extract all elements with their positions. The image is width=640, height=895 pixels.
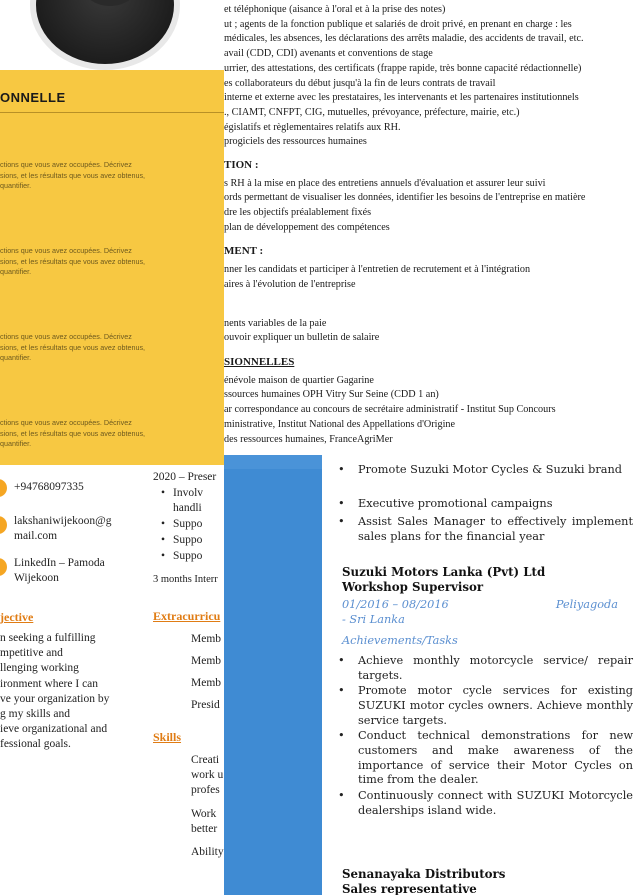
- activity-item: Memb: [191, 633, 222, 645]
- objective-line: ironment where I can: [0, 677, 99, 690]
- internship-line: 3 months Interr: [153, 574, 218, 585]
- fr-line: et téléphonique (aisance à l'oral et à la prise des notes): [224, 4, 446, 15]
- objective-line: fessional goals.: [0, 738, 71, 751]
- fr-line: aires à l'évolution de l'entreprise: [224, 278, 356, 290]
- fr-line: ords permettant de visualiser les données, identifier les besoins de l'entreprise en matière: [224, 192, 586, 204]
- skill-line: work u: [191, 769, 224, 781]
- objective-line: ve your organization by: [0, 692, 110, 705]
- date-line: 2020 – Preser: [153, 471, 217, 483]
- fr-line: progiciels des ressources humaines: [224, 136, 367, 148]
- phone-icon: [0, 479, 7, 497]
- blue-sidebar: [224, 455, 322, 895]
- objective-line: ieve organizational and: [0, 723, 108, 736]
- blue-tab: [224, 455, 322, 469]
- extracurricular-heading: Extracurricu: [153, 609, 221, 623]
- skill-line: Creati: [191, 754, 220, 766]
- company-name: Senanayaka Distributors: [342, 867, 506, 881]
- bullet-text: Assist Sales Manager to effectively implement sales plans for the financial year: [358, 515, 633, 543]
- skill-line: Ability: [191, 846, 224, 858]
- experience-panel: [0, 70, 224, 465]
- skills-heading: Skills: [153, 730, 182, 744]
- placeholder-line: ctions que vous avez occupées. Décrivez: [0, 160, 132, 169]
- fr-line: ., CIAMT, CNFPT, CIG, mutuelles, prévoyance, préfecture, mairie, etc.): [224, 106, 520, 118]
- fr-line: ut ; agents de la fonction publique et salariés de droit privé, en prenant en charge : les: [224, 18, 572, 30]
- objective-heading: jective: [0, 610, 34, 624]
- fr-line: s RH à la mise en place des entretiens annuels d'évaluation et assurer leur suivi: [224, 177, 546, 189]
- fr-line: plan de développement des compétences: [224, 221, 390, 233]
- bullet-text: Promote Suzuki Motor Cycles & Suzuki brand: [358, 463, 622, 476]
- fr-line: ssources humaines OPH Vitry Sur Seine (CDD 1 an): [224, 389, 439, 401]
- fr-line: interne et externe avec les prestataires, les intervenants et les partenaires institutionnels: [224, 92, 579, 104]
- job-dates: 01/2016 – 08/2016: [342, 598, 449, 611]
- fr-line: ouvoir expliquer un bulletin de salaire: [224, 332, 380, 344]
- placeholder-text: [0, 332, 145, 364]
- job-role: Sales representative: [342, 882, 477, 895]
- bullet-text: Continuously connect with SUZUKI Motorcycle dealerships island wide.: [358, 789, 633, 817]
- objective-line: llenging working: [0, 662, 79, 675]
- placeholder-line: sions, et les résultats que vous avez obtenus,: [0, 170, 146, 180]
- linkedin-line: Wijekoon: [14, 572, 59, 584]
- bullet-item: • Suppo: [160, 534, 203, 546]
- fr-line: nner les candidats et participer à l'entretien de recrutement et à l'intégration: [224, 264, 531, 276]
- fr-line: des ressources humaines, FranceAgriMer: [224, 433, 393, 445]
- skill-line: profes: [191, 784, 220, 796]
- objective-line: n seeking a fulfilling: [0, 632, 96, 644]
- linkedin-link[interactable]: [14, 556, 105, 586]
- fr-heading: MENT :: [224, 244, 264, 257]
- email-line: mail.com: [14, 530, 58, 542]
- placeholder-text: [0, 246, 145, 278]
- fr-line: égislatifs et règlementaires relatifs aux RH.: [224, 121, 401, 133]
- activity-item: Memb: [191, 655, 222, 667]
- bullet-text: Promote motor cycle services for existing SUZUKI motor cycles owners. Achieve monthly service targets.: [358, 684, 633, 727]
- photo-silhouette: [80, 0, 140, 6]
- placeholder-line: quantifier.: [0, 353, 32, 362]
- fr-line: avail (CDD, CDI) avenants et conventions de stage: [224, 48, 433, 60]
- placeholder-line: quantifier.: [0, 181, 32, 190]
- placeholder-line: sions, et les résultats que vous avez obtenus,: [0, 342, 146, 352]
- bullet-text: Suppo: [173, 550, 203, 562]
- fr-line: es collaborateurs du début jusqu'à la fin de leurs contrats de travail: [224, 77, 496, 89]
- divider: [0, 112, 224, 113]
- objective-line: mpetitive and: [0, 647, 63, 660]
- placeholder-line: ctions que vous avez occupées. Décrivez: [0, 332, 132, 341]
- placeholder-text: [0, 160, 145, 192]
- objective-line: g my skills and: [0, 708, 70, 721]
- skill-line: Work: [191, 808, 217, 820]
- activity-item: Memb: [191, 677, 222, 689]
- fr-line: ar correspondance au concours de secrétaire administratif - Institut Sup Concours: [224, 404, 556, 416]
- french-cv-text: [224, 3, 640, 447]
- achievements-label: Achievements/Tasks: [342, 634, 458, 647]
- bullet-item: • Involv: [160, 487, 204, 499]
- experience-column: • Promote Suzuki Motor Cycles & Suzuki brand • Executive promotional campaigns • Assist Sales Manager to effectively implement sales plans for the financial year Suzuki Motors Lanka (Pvt) Ltd Workshop Supervisor 01/2016 – 08/2016 Peliyagoda - Sri Lanka Achievements/Tasks • Achieve monthly motorcycle service/ repair targets. • Promote motor cycle services for existing SUZUKI motor cycles owners. Achieve monthly service targets. • Conduct technical demonstrations for new customers and make awareness of the importance of service their Motor Cycles on time from the dealer. • Continuously connect with SUZUKI Motorcycle dealerships island wide. Senanayaka Distributors Sales representative: [322, 455, 640, 895]
- fr-heading: SIONNELLES: [224, 356, 295, 369]
- phone-number[interactable]: +94768097335: [14, 481, 84, 493]
- placeholder-line: quantifier.: [0, 267, 32, 276]
- placeholder-line: sions, et les résultats que vous avez obtenus,: [0, 256, 146, 266]
- bullet-item: • Suppo: [160, 550, 203, 562]
- job-location: Peliyagoda: [555, 598, 618, 611]
- placeholder-line: quantifier.: [0, 439, 32, 448]
- placeholder-line: sions, et les résultats que vous avez obtenus,: [0, 428, 146, 438]
- panel-title: ONNELLE: [0, 90, 66, 105]
- job-country: - Sri Lanka: [342, 613, 405, 626]
- skill-line: better: [191, 823, 218, 835]
- company-name: Suzuki Motors Lanka (Pvt) Ltd: [342, 565, 546, 579]
- bullet-item: • Suppo: [160, 518, 203, 530]
- linkedin-icon: [0, 558, 7, 576]
- fr-line: dre les objectifs préalablement fixés: [224, 207, 372, 219]
- fr-line: énévole maison de quartier Gagarine: [224, 374, 374, 386]
- bullet-continuation: handli: [173, 502, 202, 514]
- linkedin-line: LinkedIn – Pamoda: [14, 557, 105, 569]
- profile-photo: [30, 0, 180, 70]
- placeholder-line: ctions que vous avez occupées. Décrivez: [0, 246, 132, 255]
- fr-line: ministrative, Institut National des Appellations d'Origine: [224, 418, 456, 430]
- fr-line: nents variables de la paie: [224, 317, 327, 329]
- email-address[interactable]: [14, 514, 111, 544]
- email-line: lakshaniwijekoon@g: [14, 515, 112, 527]
- activity-item: Presid: [191, 699, 220, 711]
- bullet-text: Suppo: [173, 518, 203, 530]
- email-icon: [0, 516, 7, 534]
- placeholder-line: ctions que vous avez occupées. Décrivez: [0, 418, 132, 427]
- bullet-text: Conduct technical demonstrations for new customers and make awareness of the importance of service their Motor Cycles on time from the dealer.: [358, 729, 633, 787]
- bullet-text: Involv: [173, 487, 204, 499]
- fr-line: médicales, les absences, les déclarations des arrêts maladie, des accidents de travail, etc.: [224, 33, 584, 45]
- job-role: Workshop Supervisor: [342, 580, 484, 594]
- bullet-text: Executive promotional campaigns: [358, 497, 553, 510]
- bullet-text: Suppo: [173, 534, 203, 546]
- bullet-text: Achieve monthly motorcycle service/ repair targets.: [358, 654, 633, 682]
- placeholder-text: [0, 418, 145, 450]
- fr-heading: TION :: [224, 159, 259, 172]
- fr-line: urrier, des attestations, des certificats (frappe rapide, très bonne capacité rédactionnelle): [224, 62, 582, 74]
